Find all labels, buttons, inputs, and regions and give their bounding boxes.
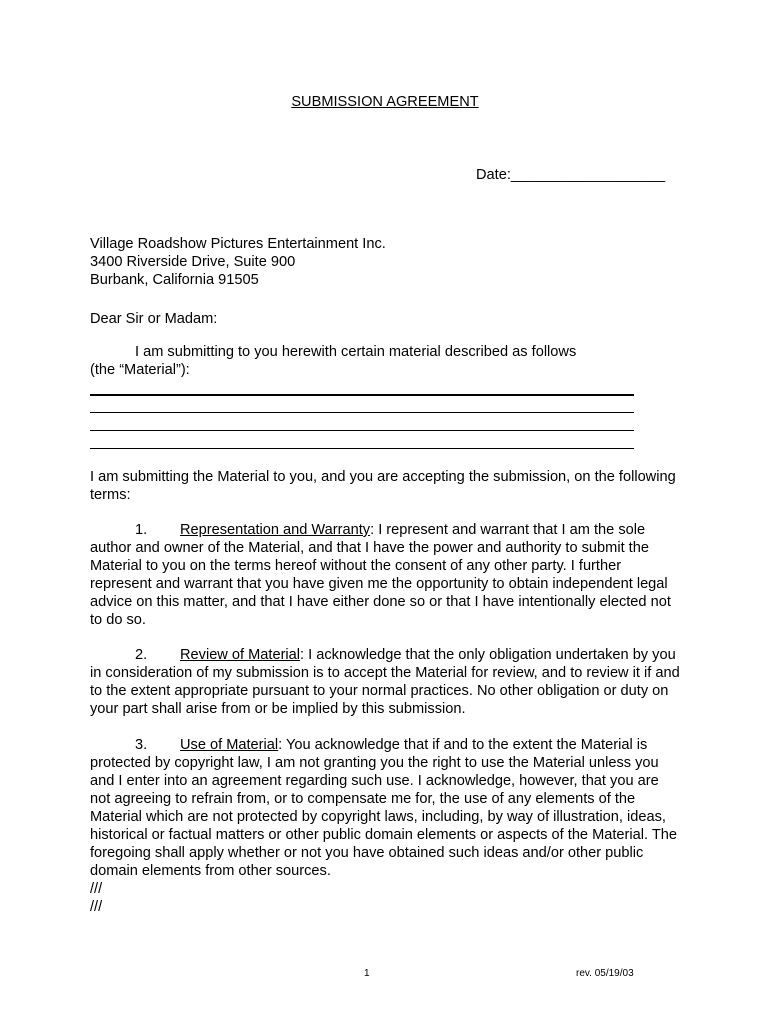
intro-line-1: I am submitting to you herewith certain material described as follows: [135, 344, 577, 360]
material-blank-line-3: [90, 430, 634, 431]
continuation-mark: ///: [90, 881, 103, 897]
section-heading: Representation and Warranty: [180, 522, 371, 538]
section-2: [90, 646, 680, 718]
section-heading: Review of Material: [180, 647, 301, 663]
section-number: 2.: [135, 647, 148, 663]
page-number: 1: [364, 968, 370, 979]
section-heading: Use of Material: [180, 737, 279, 753]
addressee-company: Village Roadshow Pictures Entertainment Inc.: [90, 236, 386, 252]
section-number: 3.: [135, 737, 148, 753]
material-blank-line-2: [90, 412, 634, 413]
section-3: [90, 736, 680, 880]
terms-intro: I am submitting the Material to you, and you are accepting the submission, on the following terms:: [90, 469, 676, 503]
material-blank-line-1: [90, 394, 634, 396]
salutation: Dear Sir or Madam:: [90, 311, 218, 327]
addressee-street: 3400 Riverside Drive, Suite 900: [90, 254, 296, 270]
section-number: 1.: [135, 522, 148, 538]
section-body: : I represent and warrant that I am the sole author and owner of the Material, and that I have the power and authority to submit the Material to you on the terms hereof without the consent of any other party. I further represent and warrant that you have given me the opportunity to obtain independent legal advice on this matter, and that I have either done so or that I have intentionally elected not to do so.: [90, 522, 671, 628]
section-1: [90, 521, 680, 629]
addressee-city: Burbank, California 91505: [90, 272, 259, 288]
revision-date: rev. 05/19/03: [576, 968, 634, 979]
section-body: : I acknowledge that the only obligation undertaken by you in consideration of my submission is to accept the Material for review, and to review it if and to the extent appropriate pursuant to your normal practices. No other obligation or duty on your part shall arise from or be implied by this submission.: [90, 647, 680, 717]
addressee-block: [90, 235, 386, 289]
continuation-mark: ///: [90, 899, 103, 915]
intro-line-2: (the “Material”):: [90, 362, 190, 378]
section-body: : You acknowledge that if and to the extent the Material is protected by copyright law, I am not granting you the right to use the Material unless you and I enter into an agreement regarding such use. I acknowledge, however, that you are not agreeing to refrain from, or to compensate me for, the use of any elements of the Material which are not protected by copyright laws, including, by way of illustration, ideas, historical or factual matters or other public domain elements or aspects of the Material. The foregoing shall apply whether or not you have obtained such ideas and/or other public domain elements from other sources.: [90, 737, 677, 879]
intro-paragraph: [90, 343, 650, 379]
document-title: SUBMISSION AGREEMENT: [291, 94, 479, 110]
date-line: Date:___________________: [476, 167, 666, 183]
material-blank-line-4: [90, 448, 634, 449]
